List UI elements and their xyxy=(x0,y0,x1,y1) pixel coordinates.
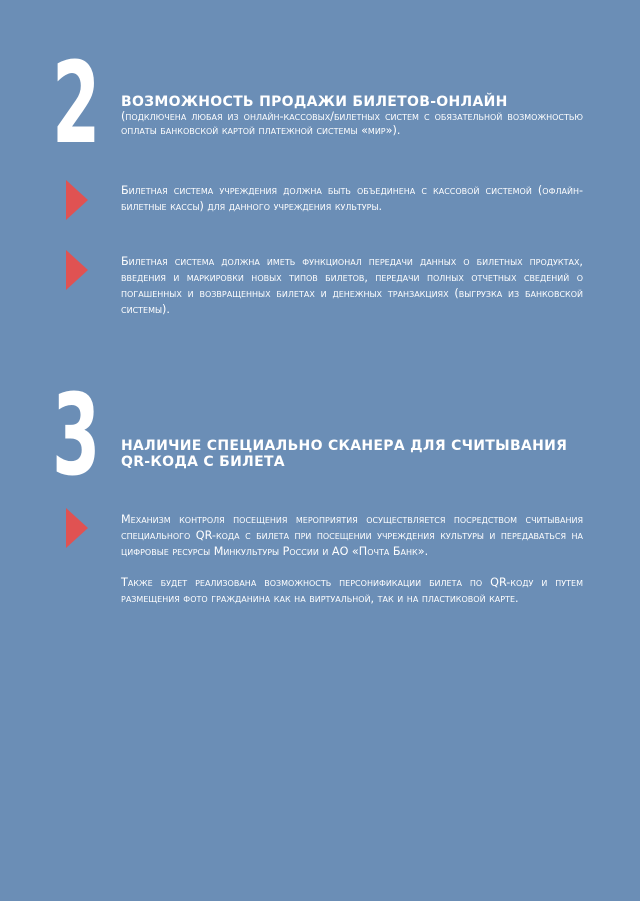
section-3-heading: НАЛИЧИЕ СПЕЦИАЛЬНО СКАНЕРА ДЛЯ СЧИТЫВАНИЯ QR-КОДА С БИЛЕТА xyxy=(121,438,568,470)
section-2-heading: ВОЗМОЖНОСТЬ ПРОДАЖИ БИЛЕТОВ-ОНЛАЙН xyxy=(121,94,508,110)
bullet-arrow-icon xyxy=(66,508,88,548)
section-2-bullet-1: Билетная система учреждения должна быть объединена с кассовой системой (офлайн-билетные кассы) для данного учреждения культуры. xyxy=(121,184,583,213)
section-number-3: 3 xyxy=(52,371,101,501)
section-number-2: 2 xyxy=(52,39,101,169)
section-3-bullet-1: Механизм контроля посещения мероприятия осуществляется посредством считывания специального QR-кода с билета при посещении учреждения культуры и передаваться на цифровые ресурсы Минкультуры России и АО «Почта Банк». xyxy=(121,513,583,558)
bullet-arrow-icon xyxy=(66,250,88,290)
section-3-bullet-2: Также будет реализована возможность персонификации билета по QR-коду и путем размещения фото гражданина как на виртуальной, так и на пластиковой карте. xyxy=(121,576,583,605)
section-2-bullet-2: Билетная система должна иметь функционал передачи данных о билетных продуктах, введения и маркировки новых типов билетов, передачи полных отчетных сведений о погашенных и возвращенных билетах и денежных транзакциях (выгрузка из банковской системы). xyxy=(121,255,583,316)
section-2-subheading: (подключена любая из онлайн-кассовых/билетных систем с обязательной возможностью оплаты банковской картой платежной системы «мир»). xyxy=(121,110,583,137)
bullet-arrow-icon xyxy=(66,180,88,220)
